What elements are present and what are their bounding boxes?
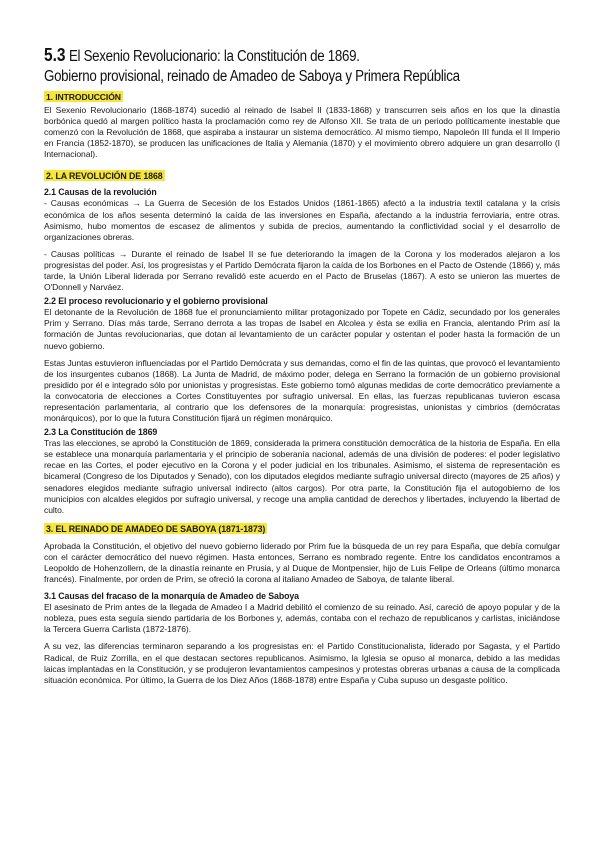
fracaso-paragraph-2: A su vez, las diferencias terminaron separando a los progresistas en: el Partido Constitucionalista, liderado por Sagasta, y el Partido Radical, de Ruiz Zorrilla, en el que destacan sectores republicanos. Asimismo, la Iglesia se opuso al monarca, debido a las medidas laicas implantadas en la Constitución, y se produjeron levantamientos campesinos y protestas obreras urbanas a causa de la complicada situación económica. Por último, la Guerra de los Diez Años (1868-1878) entre España y Cuba supuso un desgaste político. — [44, 641, 560, 685]
causas-politicas-paragraph: - Causas políticas → Durante el reinado de Isabel II se fue deteriorando la imagen de la Corona y los moderados alejaron a los progresistas del poder. Así, los progresistas y el Partido Demócrata fijaron la caída de los Borbones en el Pacto de Ostende (1866) y, más tarde, la Unión Liberal liderada por Serrano revalidó este acuerdo en el Pacto de Bruselas (1867). A esto se unieron las muertes de O'Donnell y Narváez. — [44, 248, 560, 293]
section-number: 5.3 — [44, 45, 66, 65]
heading-introduccion: 1. INTRODUCCIÓN — [46, 92, 121, 102]
constitucion-paragraph: Tras las elecciones, se aprobó la Constitución de 1869, considerada la primera constitución democrática de la historia de España. En ella se establece una monarquía parlamentaria y el principio de soberanía nacional, además de una división de poderes: el poder legislativo recae en las Cortes, el poder ejecutivo en la Corona y el poder judicial en los tribunales. Asimismo, el sistema de representación es bicameral (Congreso de los Diputados y Senado), con los diputados elegidos mediante sufragio universal directo (mayores de 25 años) y senadores elegidos mediante sufragio universal indirecto (altos cargos). Por otra parte, la Constitución fija el autogobierno de los municipios con alcaldes elegidos por sufragio universal, y recoge una amplia cantidad de derechos y libertades, incluyendo la libertad de culto. — [44, 438, 560, 515]
causas-economicas-paragraph: - Causas económicas → La Guerra de Secesión de los Estados Unidos (1861-1865) afectó a la industria textil catalana y la crisis económica de los años sesenta determinó la caída de las inversiones en España, afectando a la industria ferroviaria, entre otras. Asimismo, hubo momentos de escasez de alimentos y subida de precios, aumentando la conflictividad social y el desarrollo de organizaciones obreras. — [44, 198, 560, 242]
proceso-paragraph-2: Estas Juntas estuvieron influenciadas por el Partido Demócrata y sus demandas, como el fin de las quintas, que provocó el levantamiento de los insurgentes cubanos (1868). La Junta de Madrid, de máximo poder, delega en Serrano la formación de un gobierno provisional presidido por él e integrado sólo por unionistas y progresistas. Este gobierno tomó algunas medidas de corte democrático previamente a la convocatoria de elecciones a Cortes Constituyentes por sufragio universal. En ellas, las fuerzas republicanas tuvieron escasa representación parlamentaria, al contrario que los defensores de la monarquía: progresistas, unionistas y cimbrios (demócratas monárquicos), por lo que la futura Constitución fijará un régimen monárquico. — [44, 357, 560, 424]
subheading-proceso: 2.2 El proceso revolucionario y el gobierno provisional — [44, 296, 268, 307]
page-title-line-1 — [44, 46, 488, 66]
heading-revolucion: 2. LA REVOLUCIÓN DE 1868 — [46, 171, 163, 182]
subheading-causas: 2.1 Causas de la revolución — [44, 187, 157, 198]
heading-amadeo: 3. EL REINADO DE AMADEO DE SABOYA (1871-1873) — [46, 523, 266, 534]
page-title-line-2: Gobierno provisional, reinado de Amadeo de Saboya y Primera República — [44, 68, 460, 85]
subheading-fracaso: 3.1 Causas del fracaso de la monarquía de Amadeo de Saboya — [44, 591, 299, 602]
title-text-1: El Sexenio Revolucionario: la Constitución de 1869. — [68, 48, 360, 65]
proceso-paragraph-1: El detonante de la Revolución de 1868 fue el pronunciamiento militar protagonizado por Topete en Cádiz, secundado por los generales Prim y Serrano. Días más tarde, Serrano derrota a las tropas de Isabel en Alcolea y ésta se exilia en Francia, alentando Prim así la formación de Juntas revolucionarias, que dotan al levantamiento de un carácter popular y ostentan el poder hasta la formación de un nuevo gobierno. — [44, 307, 560, 351]
fracaso-paragraph-1: El asesinato de Prim antes de la llegada de Amadeo I a Madrid debilitó el comienzo de su reinado. Así, careció de apoyo popular y de la nobleza, pues esta seguía siendo partidaria de los Borbones y, además, contaba con el rechazo de republicanos y carlistas, iniciándose la Tercera Guerra Carlista (1872-1876). — [44, 602, 560, 635]
subheading-constitucion: 2.3 La Constitución de 1869 — [44, 427, 158, 438]
amadeo-paragraph: Aprobada la Constitución, el objetivo del nuevo gobierno liderado por Prim fue la búsqueda de un rey para España, que debía comulgar con el carácter democrático del nuevo régimen. Hasta entonces, Serrano es nombrado regente. Entre los candidatos encontramos a Leopoldo de Hohenzollern, de la dinastía reinante en Prusia, y al Duque de Montpensier, hijo de Luis Felipe de Orleans (último monarca francés). Finalmente, por orden de Prim, se ofreció la corona al italiano Amadeo de Saboya, de talante liberal. — [44, 540, 560, 585]
intro-paragraph: El Sexenio Revolucionario (1868-1874) sucedió al reinado de Isabel II (1833-1868) y transcurren seis años en los que la dinastía borbónica quedó al margen político hasta la proclamación como rey de Alfonso XII. Se trata de un periodo políticamente inestable que comenzó con la Revolución de 1868, que aspiraba a instaurar un sistema democrático. Al mismo tiempo, Napoleón III funda el II Imperio en Francia (1852-1870), se producen las unificaciones de Italia y Alemania (1870) y el movimiento obrero adquiere un gran desarrollo (I Internacional). — [44, 105, 560, 160]
